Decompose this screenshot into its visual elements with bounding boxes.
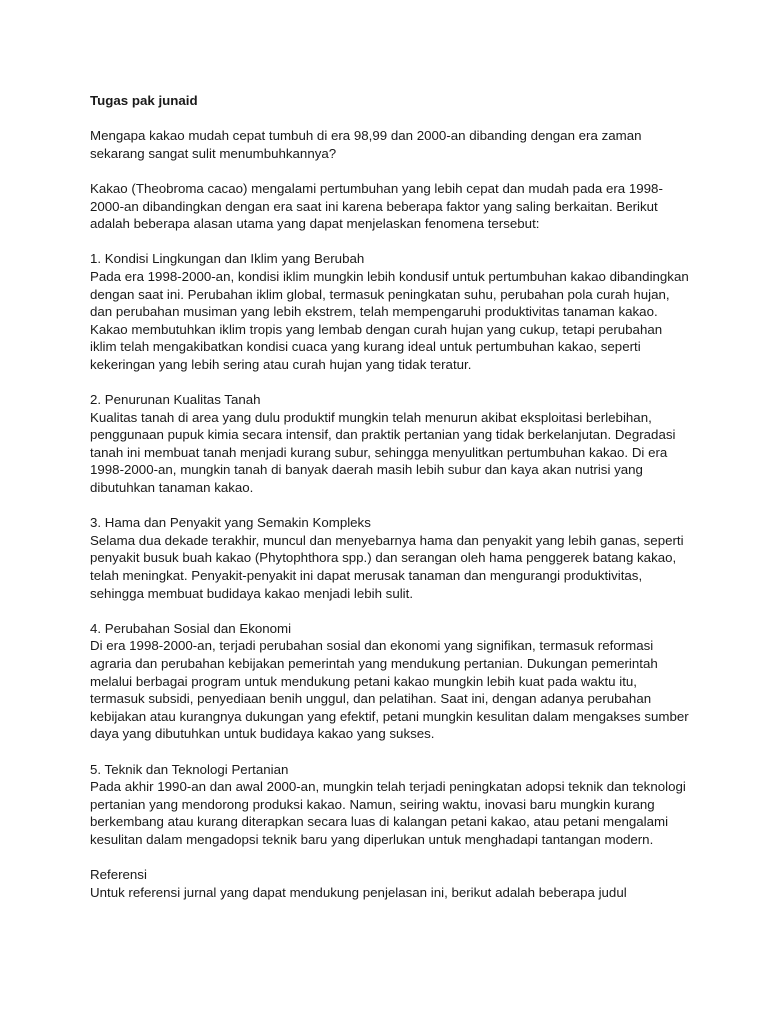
section-3 — [90, 514, 690, 602]
section-body: Kualitas tanah di area yang dulu produktif mungkin telah menurun akibat eksploitasi berlebihan, penggunaan pupuk kimia secara intensif, dan praktik pertanian yang tidak berkelanjutan. Degradasi tanah ini membuat tanah menjadi kurang subur, sehingga menyulitkan pertumbuhan kakao. Di era 1998-2000-an, mungkin tanah di banyak daerah masih lebih subur dan kaya akan nutrisi yang dibutuhkan tanaman kakao. — [90, 409, 676, 496]
spacer — [90, 743, 690, 761]
section-heading: 5. Teknik dan Teknologi Pertanian — [90, 761, 289, 777]
section-body: Untuk referensi jurnal yang dapat mendukung penjelasan ini, berikut adalah beberapa judul — [90, 884, 627, 900]
spacer — [90, 374, 690, 392]
section-5 — [90, 761, 690, 849]
question-paragraph: Mengapa kakao mudah cepat tumbuh di era 98,99 dan 2000-an dibanding dengan era zaman sekarang sangat sulit menumbuhkannya? — [90, 128, 642, 161]
section-2 — [90, 391, 690, 497]
section-heading: 2. Penurunan Kualitas Tanah — [90, 392, 261, 408]
section-heading: 1. Kondisi Lingkungan dan Iklim yang Berubah — [90, 251, 365, 267]
section-body: Selama dua dekade terakhir, muncul dan menyebarnya hama dan penyakit yang lebih ganas, seperti penyakit busuk buah kakao (Phytophthora spp.) dan serangan oleh hama penggerek batang kakao, telah meningkat. Penyakit-penyakit ini dapat merusak tanaman dan mengurangi produktivitas, sehingga membuat budidaya kakao menjadi lebih sulit. — [90, 532, 684, 601]
section-references — [90, 866, 690, 901]
section-body: Pada era 1998-2000-an, kondisi iklim mungkin lebih kondusif untuk pertumbuhan kakao dibandingkan dengan saat ini. Perubahan iklim global, termasuk peningkatan suhu, perubahan pola curah hujan, dan perubahan musiman yang lebih ekstrem, telah mempengaruhi produktivitas tanaman kakao. Kakao membutuhkan iklim tropis yang lembab dengan curah hujan yang cukup, tetapi perubahan iklim telah mengakibatkan kondisi cuaca yang kurang ideal untuk pertumbuhan kakao, seperti kekeringan yang lebih sering atau curah hujan yang tidak teratur. — [90, 268, 689, 372]
intro-paragraph: Kakao (Theobroma cacao) mengalami pertumbuhan yang lebih cepat dan mudah pada era 1998-2000-an dibandingkan dengan era saat ini karena beberapa faktor yang saling berkaitan. Berikut adalah beberapa alasan utama yang dapat menjelaskan fenomena tersebut: — [90, 180, 663, 232]
document-page — [90, 92, 690, 901]
spacer — [90, 110, 690, 128]
section-heading: 3. Hama dan Penyakit yang Semakin Kompleks — [90, 515, 371, 531]
spacer — [90, 162, 690, 180]
section-1 — [90, 250, 690, 373]
section-heading: Referensi — [90, 867, 147, 883]
document-title: Tugas pak junaid — [90, 93, 198, 108]
section-body: Di era 1998-2000-an, terjadi perubahan sosial dan ekonomi yang signifikan, termasuk reformasi agraria dan perubahan kebijakan pemerintah yang mendukung pertanian. Dukungan pemerintah melalui berbagai program untuk mendukung petani kakao mungkin lebih kuat pada waktu itu, termasuk subsidi, penyediaan benih unggul, dan pelatihan. Saat ini, dengan adanya perubahan kebijakan atau kurangnya dukungan yang efektif, petani mungkin kesulitan dalam mengakses sumber daya yang dibutuhkan untuk budidaya kakao yang sukses. — [90, 638, 689, 742]
section-body: Pada akhir 1990-an dan awal 2000-an, mungkin telah terjadi peningkatan adopsi teknik dan teknologi pertanian yang mendorong produksi kakao. Namun, seiring waktu, inovasi baru mungkin kurang berkembang atau kurang diterapkan secara luas di kalangan petani kakao, atau petani mengalami kesulitan dalam mengadopsi teknik baru yang diperlukan untuk menghadapi tantangan modern. — [90, 779, 686, 847]
section-4 — [90, 620, 690, 743]
spacer — [90, 233, 690, 251]
spacer — [90, 849, 690, 867]
section-heading: 4. Perubahan Sosial dan Ekonomi — [90, 620, 292, 636]
spacer — [90, 602, 690, 620]
spacer — [90, 497, 690, 515]
